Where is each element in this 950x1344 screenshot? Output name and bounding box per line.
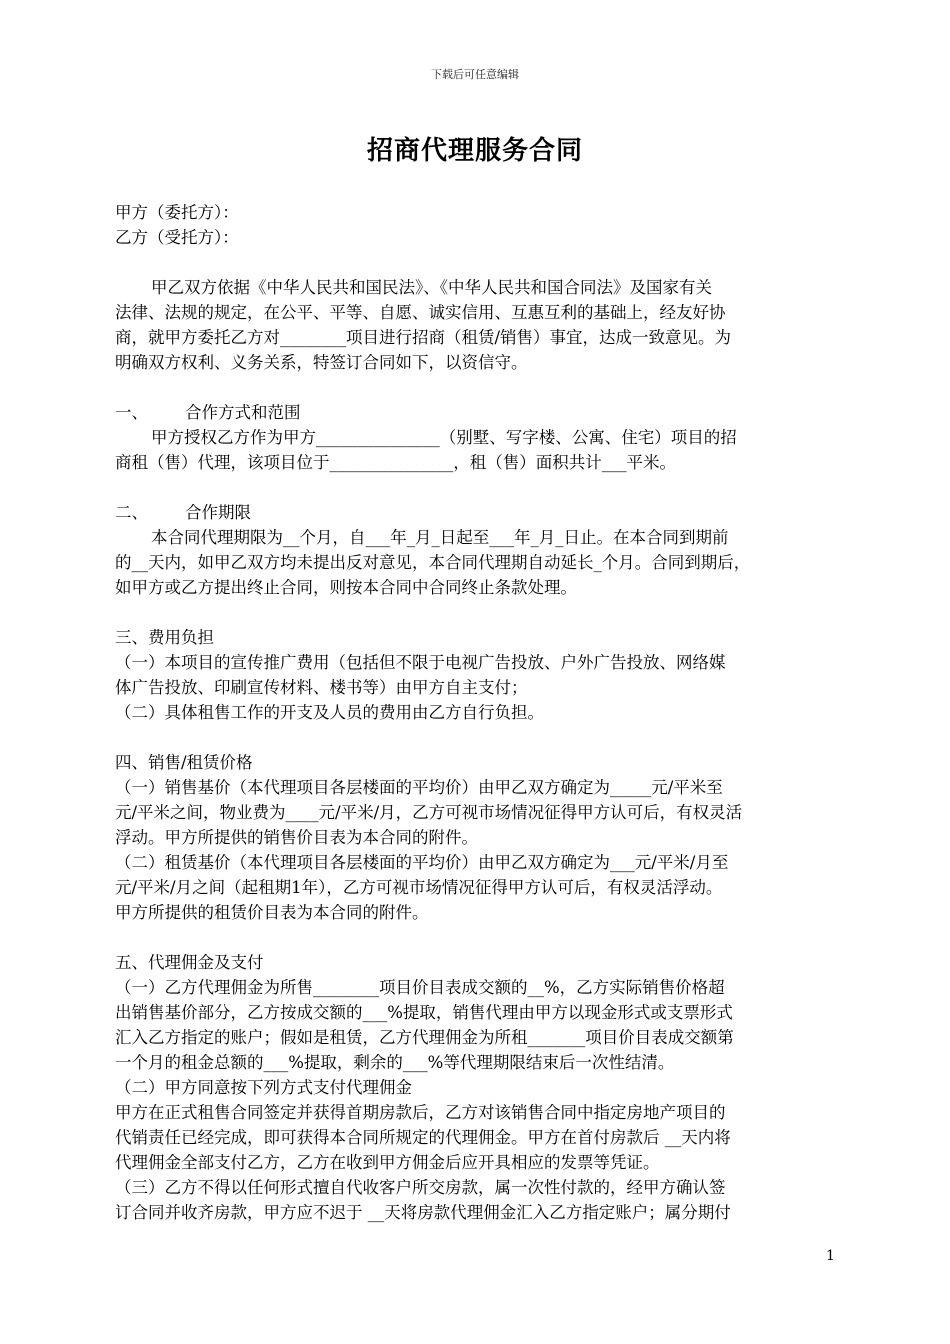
section-line: （一）销售基价（本代理项目各层楼面的平均价）由甲乙双方确定为_____元/平米至 xyxy=(115,778,723,797)
section-line: （一）本项目的宣传推广费用（包括但不限于电视广告投放、户外广告投放、网络媒 xyxy=(115,653,726,672)
intro-line: 法律、法规的规定，在公平、平等、自愿、诚实信用、互惠互利的基础上，经友好协 xyxy=(115,303,726,322)
section-1 xyxy=(115,400,840,475)
header-note: 下载后可任意编辑 xyxy=(431,68,519,81)
intro-paragraph xyxy=(115,275,840,375)
intro-line: 明确双方权利、义务关系，特签订合同如下，以资信守。 xyxy=(115,353,528,372)
page-number: 1 xyxy=(826,1248,835,1264)
section-2 xyxy=(115,500,840,600)
section-line: 的__天内，如甲乙双方均未提出反对意见，本合同代理期自动延长_个月。合同到期后， xyxy=(115,553,751,572)
section-line: 如甲方或乙方提出终止合同，则按本合同中合同终止条款处理。 xyxy=(115,578,577,597)
section-line: 浮动。甲方所提供的销售价目表为本合同的附件。 xyxy=(115,828,478,847)
section-heading: 五、代理佣金及支付 xyxy=(115,953,264,972)
section-line: 甲方在正式租售合同签定并获得首期房款后，乙方对该销售合同中指定房地产项目的 xyxy=(115,1103,726,1122)
section-line: （三）乙方不得以任何形式擅自代收客户所交房款，属一次性付款的，经甲方确认签 xyxy=(115,1178,726,1197)
section-heading: 二、 合作期限 xyxy=(115,503,251,522)
section-line: 代理佣金全部支付乙方，乙方在收到甲方佣金后应开具相应的发票等凭证。 xyxy=(115,1153,660,1172)
section-line: 代销责任已经完成，即可获得本合同所规定的代理佣金。甲方在首付房款后 __天内将 xyxy=(115,1128,731,1147)
section-line: （二）租赁基价（本代理项目各层楼面的平均价）由甲乙双方确定为___元/平米/月至 xyxy=(115,853,729,872)
section-3 xyxy=(115,625,840,725)
section-heading: 三、费用负担 xyxy=(115,628,214,647)
section-line: 元/平米之间，物业费为____元/平米/月，乙方可视市场情况征得甲方认可后，有权灵活 xyxy=(115,803,743,822)
section-line: 订合同并收齐房款，甲方应不迟于 __天将房款代理佣金汇入乙方指定账户；属分期付 xyxy=(115,1203,731,1222)
section-line: 出销售基价部分，乙方按成交额的___%提取，销售代理由甲方以现金形式或支票形式 xyxy=(115,1003,733,1022)
section-line: 甲方授权乙方作为甲方_______________（别墅、写字楼、公寓、住宅）项目的招 xyxy=(151,428,737,447)
section-line: 甲方所提供的租赁价目表为本合同的附件。 xyxy=(115,903,429,922)
document-title: 招商代理服务合同 xyxy=(366,136,583,166)
contract-body xyxy=(115,200,840,1225)
intro-line: 商，就甲方委托乙方对________项目进行招商（租赁/销售）事宜，达成一致意见。为 xyxy=(115,328,732,347)
section-line: 一个月的租金总额的___%提取，剩余的___%等代理期限结束后一次性结清。 xyxy=(115,1053,675,1072)
section-heading: 一、 合作方式和范围 xyxy=(115,403,301,422)
blank-field: ___ xyxy=(601,453,627,472)
section-line: 元/平米/月之间（起租期1年），乙方可视市场情况征得甲方认可后，有权灵活浮动。 xyxy=(115,878,723,897)
intro-line: 甲乙双方依据《中华人民共和国民法》、《中华人民共和国合同法》及国家有关 xyxy=(151,278,712,297)
blank-field: ________ xyxy=(280,328,346,347)
section-line: 汇入乙方指定的账户；假如是租赁，乙方代理佣金为所租_______项目价目表成交额第 xyxy=(115,1028,734,1047)
section-line: （一）乙方代理佣金为所售________项目价目表成交额的__%，乙方实际销售价格超 xyxy=(115,978,725,997)
section-line: （二）具体租售工作的开支及人员的费用由乙方自行负担。 xyxy=(115,703,544,722)
section-4 xyxy=(115,750,840,925)
section-line: 商租（售）代理，该项目位于_______________，租（售）面积共计___平米。 xyxy=(115,453,676,472)
section-line: （二）甲方同意按下列方式支付代理佣金 xyxy=(115,1078,412,1097)
party-a-line: 甲方（委托方）： xyxy=(115,203,239,222)
section-heading: 四、销售/租赁价格 xyxy=(115,753,253,772)
section-line: 本合同代理期限为__个月，自___年_月_日起至___年_月_日止。在本合同到期前 xyxy=(151,528,729,547)
party-b-line: 乙方（受托方）： xyxy=(115,228,239,247)
section-5 xyxy=(115,950,840,1225)
section-line: 体广告投放、印刷宣传材料、楼书等）由甲方自主支付； xyxy=(115,678,528,697)
blank-field: _______________ xyxy=(316,428,440,447)
blank-field: _______________ xyxy=(329,453,454,472)
